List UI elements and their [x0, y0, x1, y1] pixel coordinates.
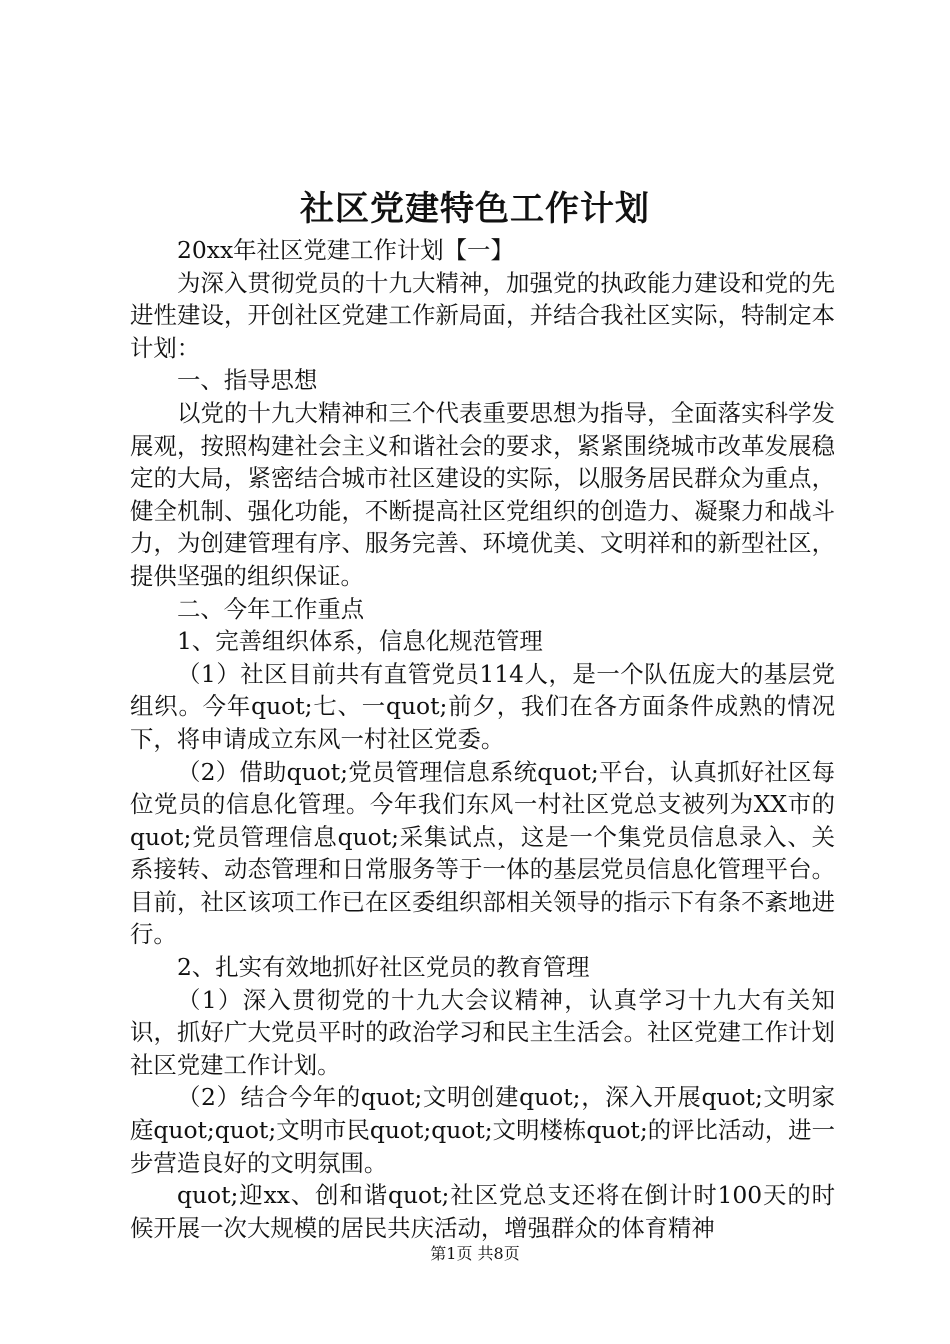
paragraph: 20xx年社区党建工作计划【一】 [177, 236, 514, 264]
paragraph: （1）社区目前共有直管党员114人，是一个队伍庞大的基层党组织。今年quot;七、一quot;前夕，我们在各方面条件成熟的情况下，将申请成立东风一村社区党委。 [130, 659, 835, 753]
document-body [130, 234, 835, 1244]
paragraph: 为深入贯彻党员的十九大精神，加强党的执政能力建设和党的先进性建设，开创社区党建工作新局面，并结合我社区实际，特制定本计划： [130, 268, 835, 362]
section-heading: 二、今年工作重点 [177, 594, 365, 623]
paragraph: quot;迎xx、创和谐quot;社区党总支还将在倒计时100天的时候开展一次大规模的居民共庆活动，增强群众的体育精神 [130, 1181, 835, 1242]
paragraph: （2）结合今年的quot;文明创建quot;，深入开展quot;文明家庭quot;quot;文明市民quot;quot;文明楼栋quot;的评比活动，进一步营造良好的文明氛围。 [130, 1083, 835, 1177]
paragraph: （2）借助quot;党员管理信息系统quot;平台，认真抓好社区每位党员的信息化管理。今年我们东风一村社区党总支被列为XX市的quot;党员管理信息quot;采集试点，这是一个集党员信息录入、关系接转、动态管理和日常服务等于一体的基层党员信息化管理平台。目前，社区该项工作已在区委组织部相关领导的指示下有条不紊地进行。 [130, 757, 835, 949]
paragraph: 以党的十九大精神和三个代表重要思想为指导，全面落实科学发展观，按照构建社会主义和谐社会的要求，紧紧围绕城市改革发展稳定的大局，紧密结合城市社区建设的实际，以服务居民群众为重点，健全机制、强化功能，不断提高社区党组织的创造力、凝聚力和战斗力，为创建管理有序、服务完善、环境优美、文明祥和的新型社区，提供坚强的组织保证。 [130, 398, 835, 590]
document-title: 社区党建特色工作计划 [300, 189, 650, 229]
section-heading: 一、指导思想 [177, 366, 318, 395]
subsection-heading: 2、扎实有效地抓好社区党员的教育管理 [177, 953, 590, 982]
page-footer: 第1页 共8页 [430, 1244, 520, 1263]
paragraph: （1）深入贯彻党的十九大会议精神，认真学习十九大有关知识，抓好广大党员平时的政治学习和民主生活会。社区党建工作计划社区党建工作计划。 [130, 985, 835, 1079]
subsection-heading: 1、完善组织体系，信息化规范管理 [177, 627, 543, 656]
